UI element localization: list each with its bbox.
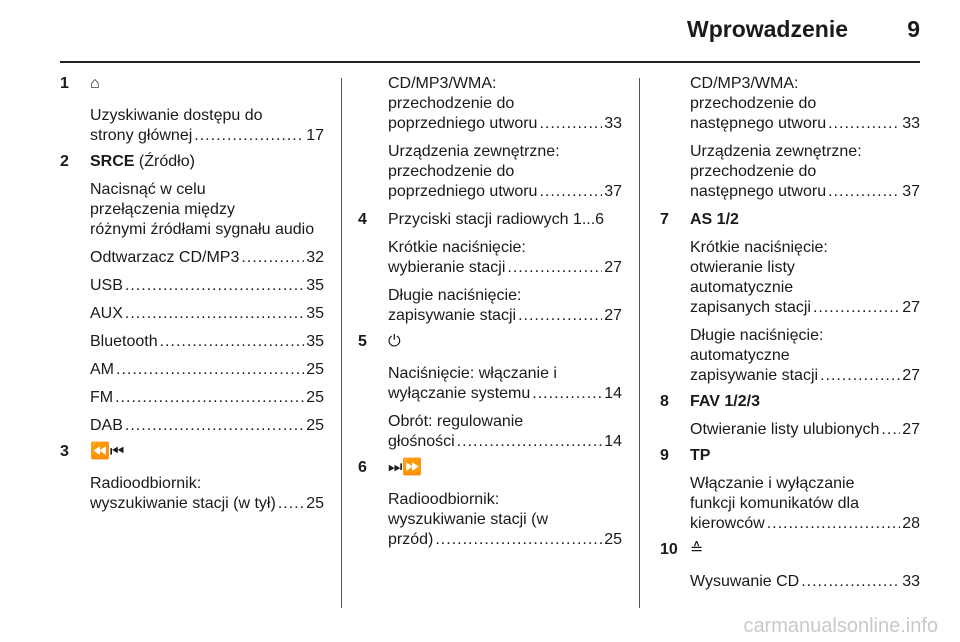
toc-row: Bluetooth ..... 35 bbox=[90, 332, 324, 352]
toc-row: Wysuwanie CD ..... 33 bbox=[690, 572, 920, 592]
text-line: funkcji komunikatów dla bbox=[690, 495, 859, 512]
toc-row: AUX ..... 35 bbox=[90, 304, 324, 324]
entry-4 bbox=[358, 210, 622, 326]
toc-row: strony głównej ..... 17 bbox=[90, 126, 324, 146]
toc-row: Odtwarzacz CD/MP3 ..... 32 bbox=[90, 248, 324, 268]
text-line: CD/MP3/WMA: bbox=[690, 75, 799, 92]
toc-row: DAB ..... 25 bbox=[90, 416, 324, 436]
entry-3 bbox=[60, 442, 324, 514]
entry-heading: Przyciski stacji radiowych 1...6 bbox=[388, 211, 605, 228]
eject-icon: ≙ bbox=[690, 541, 704, 558]
entry-number: 2 bbox=[60, 153, 69, 170]
column-2 bbox=[358, 74, 622, 550]
text-line: Krótkie naciśnięcie: bbox=[388, 239, 526, 256]
toc-row: przód) ..... 25 bbox=[388, 530, 622, 550]
text-line: Włączanie i wyłączanie bbox=[690, 475, 855, 492]
column-1 bbox=[60, 74, 324, 514]
text-line: różnymi źródłami sygnału audio bbox=[90, 221, 315, 238]
text-line: otwieranie listy bbox=[690, 259, 795, 276]
toc-row: Otwieranie listy ulubionych ..... 27 bbox=[690, 420, 920, 440]
text-line: automatyczne bbox=[690, 347, 790, 364]
page-header bbox=[0, 0, 960, 60]
toc-row: wyszukiwanie stacji (w tył) ..... 25 bbox=[90, 494, 324, 514]
rewind-icon: ⏪⏮ bbox=[90, 443, 125, 460]
entry-7 bbox=[660, 210, 920, 386]
text-line: wyszukiwanie stacji (w bbox=[388, 511, 549, 528]
toc-row: FM ..... 25 bbox=[90, 388, 324, 408]
text-line: Uzyskiwanie dostępu do bbox=[90, 107, 263, 124]
continuation-block bbox=[358, 74, 622, 202]
text-line: CD/MP3/WMA: bbox=[388, 75, 497, 92]
text-line: Obrót: regulowanie bbox=[388, 413, 524, 430]
column-3 bbox=[660, 74, 920, 592]
entry-number: 8 bbox=[660, 393, 669, 410]
entry-1 bbox=[60, 74, 324, 146]
text-line: przełączenia między bbox=[90, 201, 235, 218]
power-icon: ⏻ bbox=[388, 333, 401, 350]
toc-row: wyłączanie systemu ..... 14 bbox=[388, 384, 622, 404]
fast-forward-icon: ⏭⏩ bbox=[388, 459, 423, 476]
entry-number: 6 bbox=[358, 459, 367, 476]
entry-number: 4 bbox=[358, 211, 367, 228]
toc-row: głośności ..... 14 bbox=[388, 432, 622, 452]
srce-paren: (Źródło) bbox=[138, 153, 195, 170]
toc-row: wybieranie stacji ..... 27 bbox=[388, 258, 622, 278]
toc-row: poprzedniego utworu ..... 33 bbox=[388, 114, 622, 134]
text-line: Naciśnięcie: włączanie i bbox=[388, 365, 557, 382]
toc-row: zapisywanie stacji ..... 27 bbox=[388, 306, 622, 326]
text-line: Radioodbiornik: bbox=[90, 475, 202, 492]
entry-10 bbox=[660, 540, 920, 592]
toc-row: AM ..... 25 bbox=[90, 360, 324, 380]
entry-number: 7 bbox=[660, 211, 669, 228]
page-number: 9 bbox=[907, 16, 920, 42]
toc-row: zapisywanie stacji ..... 27 bbox=[690, 366, 920, 386]
text-line: przechodzenie do bbox=[388, 163, 515, 180]
entry-2 bbox=[60, 152, 324, 436]
column-divider bbox=[341, 78, 342, 608]
toc-row: kierowców ..... 28 bbox=[690, 514, 920, 534]
toc-row: następnego utworu ..... 37 bbox=[690, 182, 920, 202]
entry-8 bbox=[660, 392, 920, 440]
column-divider bbox=[639, 78, 640, 608]
entry-heading: FAV 1/2/3 bbox=[690, 393, 760, 410]
text-line: Urządzenia zewnętrzne: bbox=[388, 143, 560, 160]
toc-row: zapisanych stacji ..... 27 bbox=[690, 298, 920, 318]
page-title: Wprowadzenie bbox=[686, 16, 848, 42]
entry-heading: AS 1/2 bbox=[690, 211, 739, 228]
toc-row: poprzedniego utworu ..... 37 bbox=[388, 182, 622, 202]
entry-5 bbox=[358, 332, 622, 452]
watermark: carmanualsonline.info bbox=[743, 615, 938, 637]
text-line: automatycznie bbox=[690, 279, 794, 296]
text-line: Krótkie naciśnięcie: bbox=[690, 239, 828, 256]
srce-label: SRCE bbox=[90, 153, 135, 170]
text-line: przechodzenie do bbox=[690, 95, 817, 112]
toc-row: USB ..... 35 bbox=[90, 276, 324, 296]
entry-number: 3 bbox=[60, 443, 69, 460]
text-line: Nacisnąć w celu bbox=[90, 181, 206, 198]
entry-6 bbox=[358, 458, 622, 550]
entry-number: 5 bbox=[358, 333, 367, 350]
entry-number: 10 bbox=[660, 541, 678, 558]
text-line: przechodzenie do bbox=[690, 163, 817, 180]
continuation-block bbox=[660, 74, 920, 202]
entry-number: 1 bbox=[60, 75, 69, 92]
entry-9 bbox=[660, 446, 920, 534]
home-icon: ⌂ bbox=[90, 75, 100, 92]
entry-number: 9 bbox=[660, 447, 669, 464]
header-rule bbox=[60, 61, 920, 63]
text-line: Urządzenia zewnętrzne: bbox=[690, 143, 862, 160]
text-line: Długie naciśnięcie: bbox=[690, 327, 824, 344]
text-line: Długie naciśnięcie: bbox=[388, 287, 522, 304]
text-line: przechodzenie do bbox=[388, 95, 515, 112]
text-line: Radioodbiornik: bbox=[388, 491, 500, 508]
entry-heading: TP bbox=[690, 447, 711, 464]
toc-row: następnego utworu ..... 33 bbox=[690, 114, 920, 134]
